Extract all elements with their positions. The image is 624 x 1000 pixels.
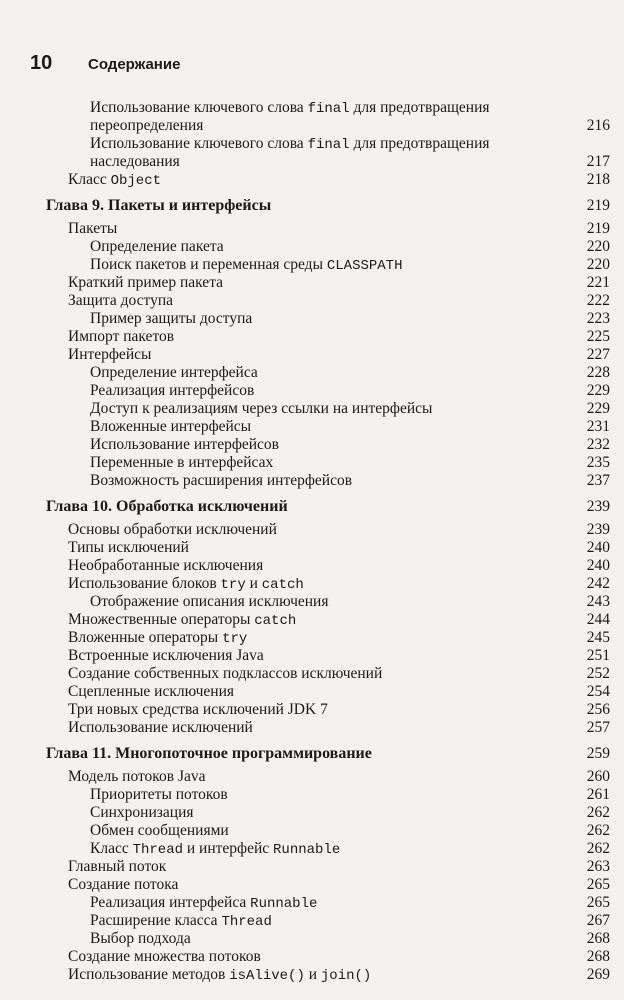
entry-page-number: 220 bbox=[586, 256, 610, 273]
entry-text: Доступ к реализациям через ссылки на интерфейсы bbox=[90, 400, 433, 417]
entry-page-number: 229 bbox=[586, 382, 610, 399]
entry-page-number: 219 bbox=[586, 197, 610, 214]
entry-title bbox=[68, 629, 247, 648]
entry-text: Глава 9. Пакеты и интерфейсы bbox=[46, 197, 272, 214]
code-term: Thread bbox=[221, 914, 272, 930]
entry-text: Использование блоков bbox=[68, 575, 221, 592]
entry-text: Краткий пример пакета bbox=[68, 274, 224, 291]
entry-text: Класс bbox=[68, 171, 111, 188]
entry-text: Основы обработки исключений bbox=[68, 521, 277, 538]
entry-title bbox=[90, 310, 252, 328]
code-term: catch bbox=[261, 577, 304, 593]
entry-page-number: 216 bbox=[586, 117, 610, 134]
entry-title bbox=[90, 472, 352, 490]
entry-page-number: 240 bbox=[586, 539, 610, 556]
entry-page-number: 254 bbox=[586, 683, 610, 700]
entry-text: и bbox=[304, 966, 321, 983]
code-term: join() bbox=[320, 968, 372, 984]
entry-text: Создание множества потоков bbox=[68, 948, 261, 965]
entry-title bbox=[46, 197, 271, 215]
entry-text: Множественные операторы bbox=[68, 611, 255, 628]
entry-text: Использование интерфейсов bbox=[90, 436, 279, 453]
running-head: Содержание bbox=[88, 56, 181, 73]
entry-text: Глава 10. Обработка исключений bbox=[46, 498, 288, 515]
entry-title bbox=[68, 647, 264, 665]
entry-text: Главный поток bbox=[68, 858, 167, 875]
entry-page-number: 231 bbox=[586, 418, 610, 435]
code-term: Thread bbox=[132, 842, 184, 858]
entry-text: Возможность расширения интерфейсов bbox=[90, 472, 353, 489]
entry-text: Необработанные исключения bbox=[68, 557, 264, 574]
entry-title bbox=[90, 117, 203, 135]
entry-page-number: 228 bbox=[586, 364, 610, 381]
entry-text: Выбор подхода bbox=[90, 930, 191, 947]
entry-page-number: 239 bbox=[586, 498, 610, 515]
entry-title bbox=[68, 539, 189, 557]
entry-title bbox=[90, 135, 490, 154]
entry-text: Приоритеты потоков bbox=[90, 786, 228, 803]
entry-title bbox=[90, 894, 317, 913]
entry-text: Создание потока bbox=[68, 876, 179, 893]
entry-page-number: 245 bbox=[586, 629, 610, 646]
entry-page-number: 237 bbox=[586, 472, 610, 489]
entry-title bbox=[90, 822, 229, 840]
entry-page-number: 235 bbox=[586, 454, 610, 471]
entry-text: Определение интерфейса bbox=[90, 364, 258, 381]
entry-page-number: 262 bbox=[586, 804, 610, 821]
entry-title bbox=[68, 948, 261, 966]
entry-title bbox=[68, 292, 173, 310]
entry-text: Использование ключевого слова bbox=[90, 99, 308, 116]
entry-title bbox=[90, 256, 402, 275]
entry-text: Отображение описания исключения bbox=[90, 593, 329, 610]
entry-title bbox=[90, 786, 228, 804]
entry-title bbox=[68, 665, 382, 683]
code-term: try bbox=[222, 631, 248, 647]
entry-text: и интерфейс bbox=[183, 840, 274, 857]
entry-text: Защита доступа bbox=[68, 292, 173, 309]
code-term: final bbox=[307, 101, 350, 117]
entry-page-number: 265 bbox=[586, 894, 610, 911]
entry-text: переопределения bbox=[90, 117, 204, 134]
entry-page-number: 240 bbox=[586, 557, 610, 574]
entry-page-number: 232 bbox=[586, 436, 610, 453]
entry-title bbox=[68, 274, 223, 292]
entry-page-number: 218 bbox=[586, 171, 610, 188]
entry-title bbox=[68, 858, 166, 876]
entry-title bbox=[68, 966, 371, 985]
entry-text: для предотвращения bbox=[349, 99, 490, 116]
entry-title bbox=[46, 498, 288, 516]
entry-page-number: 252 bbox=[586, 665, 610, 682]
entry-page-number: 229 bbox=[586, 400, 610, 417]
entry-title bbox=[90, 912, 272, 931]
code-term: Runnable bbox=[250, 896, 318, 912]
entry-page-number: 239 bbox=[586, 521, 610, 538]
entry-title bbox=[90, 593, 328, 611]
entry-text: Типы исключений bbox=[68, 539, 189, 556]
entry-page-number: 222 bbox=[586, 292, 610, 309]
entry-text: Использование методов bbox=[68, 966, 230, 983]
entry-page-number: 219 bbox=[586, 220, 610, 237]
entry-title bbox=[90, 400, 432, 418]
entry-page-number: 262 bbox=[586, 822, 610, 839]
entry-title bbox=[46, 745, 372, 763]
entry-page-number: 220 bbox=[586, 238, 610, 255]
entry-text: Встроенные исключения Java bbox=[68, 647, 264, 664]
code-term: final bbox=[307, 137, 350, 153]
entry-title bbox=[68, 328, 174, 346]
code-term: Runnable bbox=[273, 842, 341, 858]
entry-text: Класс bbox=[90, 840, 133, 857]
entry-page-number: 217 bbox=[586, 153, 610, 170]
entry-text: Использование ключевого слова bbox=[90, 135, 308, 152]
entry-page-number: 223 bbox=[586, 310, 610, 327]
code-term: try bbox=[220, 577, 246, 593]
entry-text: Переменные в интерфейсах bbox=[90, 454, 274, 471]
entry-title bbox=[68, 171, 161, 190]
entry-text: Импорт пакетов bbox=[68, 328, 175, 345]
entry-text: Расширение класса bbox=[90, 912, 222, 929]
entry-page-number: 227 bbox=[586, 346, 610, 363]
entry-title bbox=[68, 768, 206, 786]
entry-page-number: 265 bbox=[586, 876, 610, 893]
entry-text: Создание собственных подклассов исключений bbox=[68, 665, 383, 682]
entry-title bbox=[68, 575, 304, 594]
entry-page-number: 268 bbox=[586, 930, 610, 947]
entry-title bbox=[90, 804, 194, 822]
entry-title bbox=[68, 876, 178, 894]
entry-text: Глава 11. Многопоточное программирование bbox=[46, 745, 372, 762]
entry-text: Три новых средства исключений JDK 7 bbox=[68, 701, 328, 718]
entry-page-number: 261 bbox=[586, 786, 610, 803]
entry-title bbox=[90, 382, 254, 400]
entry-text: и bbox=[245, 575, 262, 592]
entry-text: Реализация интерфейса bbox=[90, 894, 251, 911]
entry-title bbox=[90, 153, 180, 171]
entry-text: Реализация интерфейсов bbox=[90, 382, 255, 399]
entry-page-number: 262 bbox=[586, 840, 610, 857]
entry-page-number: 243 bbox=[586, 593, 610, 610]
entry-page-number: 225 bbox=[586, 328, 610, 345]
entry-page-number: 242 bbox=[586, 575, 610, 592]
code-term: CLASSPATH bbox=[326, 258, 403, 274]
code-term: Object bbox=[110, 173, 162, 189]
entry-page-number: 251 bbox=[586, 647, 610, 664]
entry-text: Пример защиты доступа bbox=[90, 310, 253, 327]
entry-text: для предотвращения bbox=[349, 135, 490, 152]
entry-text: Использование исключений bbox=[68, 719, 253, 736]
entry-title bbox=[68, 346, 151, 364]
entry-title bbox=[68, 611, 296, 630]
entry-title bbox=[68, 557, 263, 575]
entry-text: Определение пакета bbox=[90, 238, 224, 255]
entry-page-number: 268 bbox=[586, 948, 610, 965]
page-number: 10 bbox=[30, 52, 53, 74]
entry-title bbox=[90, 930, 191, 948]
entry-title bbox=[68, 220, 117, 238]
entry-text: Сцепленные исключения bbox=[68, 683, 235, 700]
entry-title bbox=[90, 99, 490, 118]
entry-text: Вложенные операторы bbox=[68, 629, 223, 646]
entry-page-number: 263 bbox=[586, 858, 610, 875]
code-term: isAlive() bbox=[229, 968, 305, 984]
entry-title bbox=[90, 454, 273, 472]
entry-text: наследования bbox=[90, 153, 180, 170]
entry-page-number: 259 bbox=[586, 745, 610, 762]
code-term: catch bbox=[254, 613, 297, 629]
entry-title bbox=[68, 521, 277, 539]
entry-page-number: 267 bbox=[586, 912, 610, 929]
entry-title bbox=[68, 719, 253, 737]
entry-page-number: 260 bbox=[586, 768, 610, 785]
entry-text: Обмен сообщениями bbox=[90, 822, 229, 839]
entry-text: Вложенные интерфейсы bbox=[90, 418, 252, 435]
entry-title bbox=[68, 701, 328, 719]
entry-text: Пакеты bbox=[68, 220, 118, 237]
entry-page-number: 256 bbox=[586, 701, 610, 718]
entry-title bbox=[90, 418, 251, 436]
entry-text: Поиск пакетов и переменная среды bbox=[90, 256, 327, 273]
entry-text: Синхронизация bbox=[90, 804, 194, 821]
entry-text: Модель потоков Java bbox=[68, 768, 206, 785]
entry-title bbox=[90, 238, 224, 256]
entry-title bbox=[90, 364, 258, 382]
entry-page-number: 244 bbox=[586, 611, 610, 628]
entry-title bbox=[68, 683, 234, 701]
entry-text: Интерфейсы bbox=[68, 346, 152, 363]
entry-title bbox=[90, 840, 340, 859]
entry-page-number: 221 bbox=[586, 274, 610, 291]
entry-title bbox=[90, 436, 279, 454]
entry-page-number: 269 bbox=[586, 966, 610, 983]
entry-page-number: 257 bbox=[586, 719, 610, 736]
